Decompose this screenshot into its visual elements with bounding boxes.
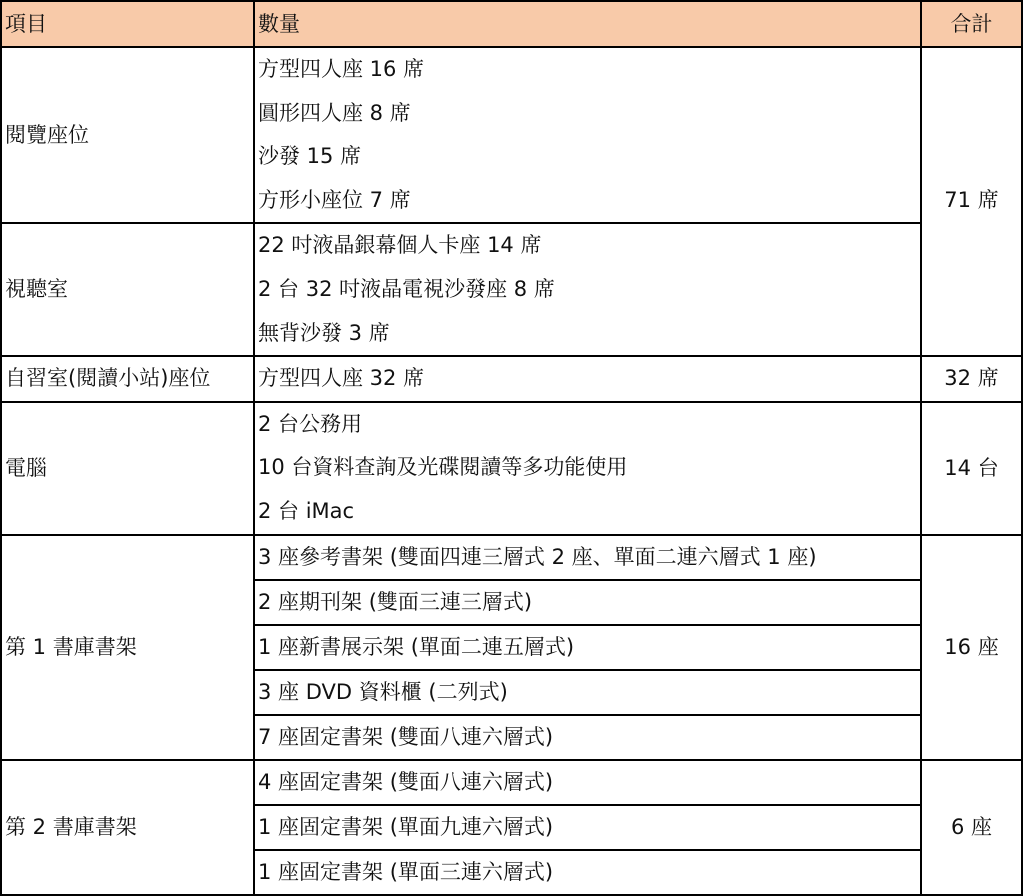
qty-line: 3 座參考書架 (雙面四連三層式 2 座、單面二連六層式 1 座) <box>254 535 921 580</box>
qty-line: 無背沙發 3 席 <box>258 320 390 345</box>
qty-av <box>254 223 921 356</box>
qty-line: 1 座新書展示架 (單面二連五層式) <box>254 625 921 670</box>
total-reading-av: 71 席 <box>921 47 1022 356</box>
item-reading: 閱覽座位 <box>1 47 254 223</box>
item-study: 自習室(閱讀小站)座位 <box>1 356 254 402</box>
qty-line: 3 座 DVD 資料櫃 (二列式) <box>254 670 921 715</box>
table-row-study <box>1 356 1022 402</box>
header-total: 合計 <box>921 1 1022 47</box>
item-computer: 電腦 <box>1 402 254 535</box>
qty-computer <box>254 402 921 535</box>
qty-line: 沙發 15 席 <box>258 144 362 169</box>
qty-line: 2 座期刊架 (雙面三連三層式) <box>254 580 921 625</box>
qty-line: 22 吋液晶銀幕個人卡座 14 席 <box>258 233 542 258</box>
total-stack1: 16 座 <box>921 535 1022 760</box>
item-stack1: 第 1 書庫書架 <box>1 535 254 760</box>
qty-line: 方型四人座 16 席 <box>258 57 425 81</box>
item-stack2: 第 2 書庫書架 <box>1 760 254 895</box>
qty-line: 方型四人座 32 席 <box>258 366 425 391</box>
table-row-computer <box>1 402 1022 535</box>
qty-study <box>254 356 921 402</box>
total-study: 32 席 <box>921 356 1022 402</box>
header-row <box>1 1 1022 47</box>
qty-line: 2 台 32 吋液晶電視沙發座 8 席 <box>258 276 555 301</box>
table-row-stack2 <box>1 760 1022 805</box>
header-item: 項目 <box>1 1 254 47</box>
qty-line: 圓形四人座 8 席 <box>258 100 411 125</box>
qty-line: 1 座固定書架 (單面三連六層式) <box>254 850 921 895</box>
qty-line: 7 座固定書架 (雙面八連六層式) <box>254 715 921 760</box>
table-row-reading <box>1 47 1022 223</box>
qty-line: 4 座固定書架 (雙面八連六層式) <box>254 760 921 805</box>
qty-reading <box>254 47 921 223</box>
total-stack2: 6 座 <box>921 760 1022 895</box>
table-row-av <box>1 223 1022 356</box>
item-av: 視聽室 <box>1 223 254 356</box>
qty-line: 1 座固定書架 (單面九連六層式) <box>254 805 921 850</box>
total-computer: 14 台 <box>921 402 1022 535</box>
qty-line: 2 台 iMac <box>258 498 355 523</box>
qty-line: 10 台資料查詢及光碟閱讀等多功能使用 <box>258 455 628 480</box>
qty-line: 2 台公務用 <box>258 411 363 436</box>
table-row-stack1 <box>1 535 1022 580</box>
header-quantity: 數量 <box>254 1 921 47</box>
qty-line: 方形小座位 7 席 <box>258 187 411 212</box>
